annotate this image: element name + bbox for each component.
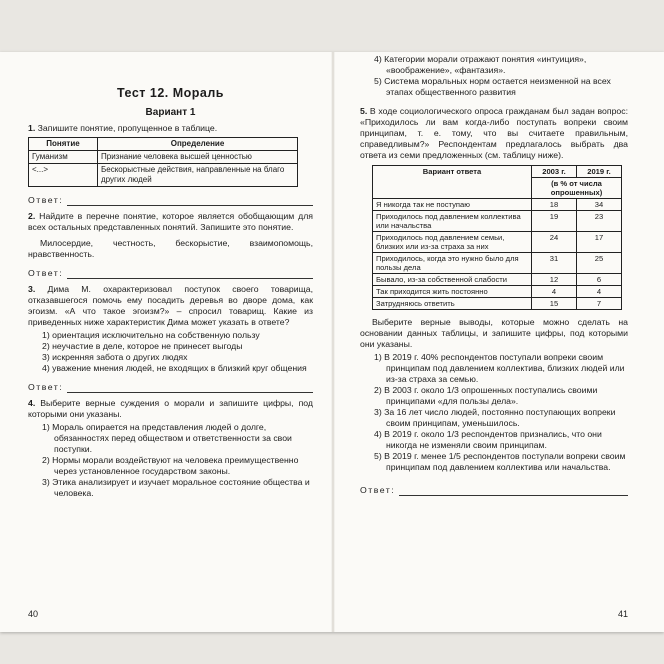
table-cell: Бывало, из-за собственной слабости bbox=[373, 274, 532, 286]
test-title: Тест 12. Мораль bbox=[117, 86, 224, 100]
answer-blank[interactable] bbox=[67, 384, 313, 393]
table-cell: Так приходится жить постоянно bbox=[373, 286, 532, 298]
list-item: 1) Мораль опирается на представления людей о долге, обязанностях перед обществом и ответственности за свои поступки. bbox=[42, 422, 292, 454]
question-number: 4. bbox=[28, 398, 36, 408]
table-cell: Гуманизм bbox=[29, 151, 98, 164]
table-cell: Признание человека высшей ценностью bbox=[98, 151, 298, 164]
answer-blank[interactable] bbox=[67, 270, 313, 279]
table-cell: Бескорыстные действия, направленные на благо других людей bbox=[98, 164, 298, 187]
question-3 bbox=[28, 284, 313, 328]
table-cell: 17 bbox=[577, 232, 622, 253]
options-list bbox=[28, 422, 313, 499]
table-header: 2003 г. bbox=[532, 166, 577, 178]
table-cell: 23 bbox=[577, 211, 622, 232]
table-header: Вариант ответа bbox=[373, 166, 532, 199]
table-row bbox=[373, 253, 622, 274]
concept-list: Милосердие, честность, бескорыстие, взаимопомощь, нравственность. bbox=[28, 238, 313, 259]
answer-label: Ответ: bbox=[28, 382, 64, 392]
instruction-text: Выберите верные выводы, которые можно сделать на основании данных таблицы, и запишите цифры, под которыми они указаны. bbox=[360, 317, 628, 349]
options-list bbox=[360, 352, 628, 473]
question-number: 5. bbox=[360, 106, 368, 116]
table-cell: 12 bbox=[532, 274, 577, 286]
question-text: Выберите верные суждения о морали и запишите цифры, под которыми они указаны. bbox=[28, 398, 313, 419]
table-row bbox=[373, 298, 622, 310]
list-item: 2) неучастие в деле, которое не принесет выгоды bbox=[42, 341, 243, 351]
answer-line[interactable] bbox=[28, 195, 313, 206]
table-unit: (в % от числа опрошенных) bbox=[532, 178, 622, 199]
table-cell: 6 bbox=[577, 274, 622, 286]
question-text: Запишите понятие, пропущенное в таблице. bbox=[37, 123, 218, 133]
table-cell: 25 bbox=[577, 253, 622, 274]
answer-label: Ответ: bbox=[28, 268, 64, 278]
options-list bbox=[360, 54, 628, 98]
list-item: 1) В 2019 г. 40% респондентов поступали вопреки своим принципам под давлением коллектива, близких людей или из-за страха за семью. bbox=[374, 352, 625, 384]
answer-line[interactable] bbox=[28, 382, 313, 393]
page-number: 40 bbox=[28, 609, 39, 619]
answer-blank[interactable] bbox=[67, 197, 313, 206]
table-row bbox=[373, 211, 622, 232]
table-row bbox=[373, 199, 622, 211]
table-row bbox=[373, 286, 622, 298]
variant-heading: Вариант 1 bbox=[145, 107, 196, 118]
question-5 bbox=[360, 106, 628, 161]
table-cell: 7 bbox=[577, 298, 622, 310]
question-number: 3. bbox=[28, 284, 36, 294]
list-item: 5) В 2019 г. менее 1/5 респондентов поступали вопреки своим принципам под давлением коллектива или начальства. bbox=[374, 451, 626, 472]
answer-label: Ответ: bbox=[360, 485, 396, 495]
table-header: 2019 г. bbox=[577, 166, 622, 178]
answer-line[interactable] bbox=[360, 485, 628, 496]
book-spread bbox=[0, 52, 664, 632]
survey-table bbox=[372, 165, 622, 310]
left-page bbox=[28, 52, 313, 632]
book-gutter bbox=[331, 52, 335, 632]
table-cell: 34 bbox=[577, 199, 622, 211]
question-1 bbox=[28, 123, 313, 134]
list-item: 3) искренняя забота о других людях bbox=[42, 352, 188, 362]
question-2 bbox=[28, 211, 313, 233]
table-header: Понятие bbox=[29, 138, 98, 151]
table-cell: 4 bbox=[532, 286, 577, 298]
list-item: 3) Этика анализирует и изучает моральное состояние общества и человека. bbox=[42, 477, 310, 498]
table-row bbox=[29, 151, 298, 164]
table-header-row bbox=[29, 138, 298, 151]
table-row bbox=[373, 232, 622, 253]
table-header-row bbox=[373, 166, 622, 178]
question-text: Дима М. охарактеризовал поступок своего товарища, отказавшегося помочь ему посадить деревья во дворе дома, как эгоизм. «А что такое эгоизм?» – спросил товарищ. Какие из приведенных ниже характеристик Дима может указать в ответе? bbox=[28, 284, 313, 327]
table-row bbox=[29, 164, 298, 187]
answer-label: Ответ: bbox=[28, 195, 64, 205]
table-header: Определение bbox=[98, 138, 298, 151]
concept-table bbox=[28, 137, 298, 187]
table-cell: Затрудняюсь ответить bbox=[373, 298, 532, 310]
page-number: 41 bbox=[617, 609, 628, 619]
list-item: 4) Категории морали отражают понятия «интуиция», «воображение», «фантазия». bbox=[374, 54, 587, 75]
list-item: 4) уважение мнения людей, не входящих в близкий круг общения bbox=[42, 363, 307, 373]
list-item: 1) ориентация исключительно на собственную пользу bbox=[42, 330, 260, 340]
table-row bbox=[373, 274, 622, 286]
answer-line[interactable] bbox=[28, 268, 313, 279]
answer-blank[interactable] bbox=[399, 487, 628, 496]
table-cell: Я никогда так не поступаю bbox=[373, 199, 532, 211]
table-cell: 19 bbox=[532, 211, 577, 232]
table-cell: 18 bbox=[532, 199, 577, 211]
list-item: 2) Нормы морали воздействуют на человека преимущественно через установленное государством законы. bbox=[42, 455, 299, 476]
list-item: 4) В 2019 г. около 1/3 респондентов признались, что они никогда не изменяли своим принципам. bbox=[374, 429, 602, 450]
table-cell: Приходилось под давлением семьи, близких или из-за страха за них bbox=[373, 232, 532, 253]
question-number: 1. bbox=[28, 123, 36, 133]
table-cell: Приходилось под давлением коллектива или начальства bbox=[373, 211, 532, 232]
table-cell: 15 bbox=[532, 298, 577, 310]
table-cell: 4 bbox=[577, 286, 622, 298]
question-number: 2. bbox=[28, 211, 36, 221]
table-cell: 24 bbox=[532, 232, 577, 253]
table-cell: Приходилось, когда это нужно было для пользы дела bbox=[373, 253, 532, 274]
question-text: Найдите в перечне понятие, которое является обобщающим для всех остальных представленных понятий. Запишите это понятие. bbox=[28, 211, 313, 232]
list-item: 5) Система моральных норм остается неизменной на всех этапах общественного развития bbox=[374, 76, 611, 97]
table-cell: <...> bbox=[29, 164, 98, 187]
list-item: 3) За 16 лет число людей, постоянно поступающих вопреки своим принципам, уменьшилось. bbox=[374, 407, 616, 428]
table-cell: 31 bbox=[532, 253, 577, 274]
options-list bbox=[28, 330, 313, 374]
list-item: 2) В 2003 г. около 1/3 опрошенных поступались своими принципами «для пользы дела». bbox=[374, 385, 598, 406]
question-text: В ходе социологического опроса гражданам был задан вопрос: «Приходилось ли вам когда-либо поступать вопреки своим принципам, т. е. тому, что вы считаете правильным, справедливым?» Респондентам предлагалось выбрать два ответа из семи предложенных (см. таблицу ниже). bbox=[360, 106, 628, 160]
question-4 bbox=[28, 398, 313, 420]
right-page bbox=[360, 52, 628, 632]
